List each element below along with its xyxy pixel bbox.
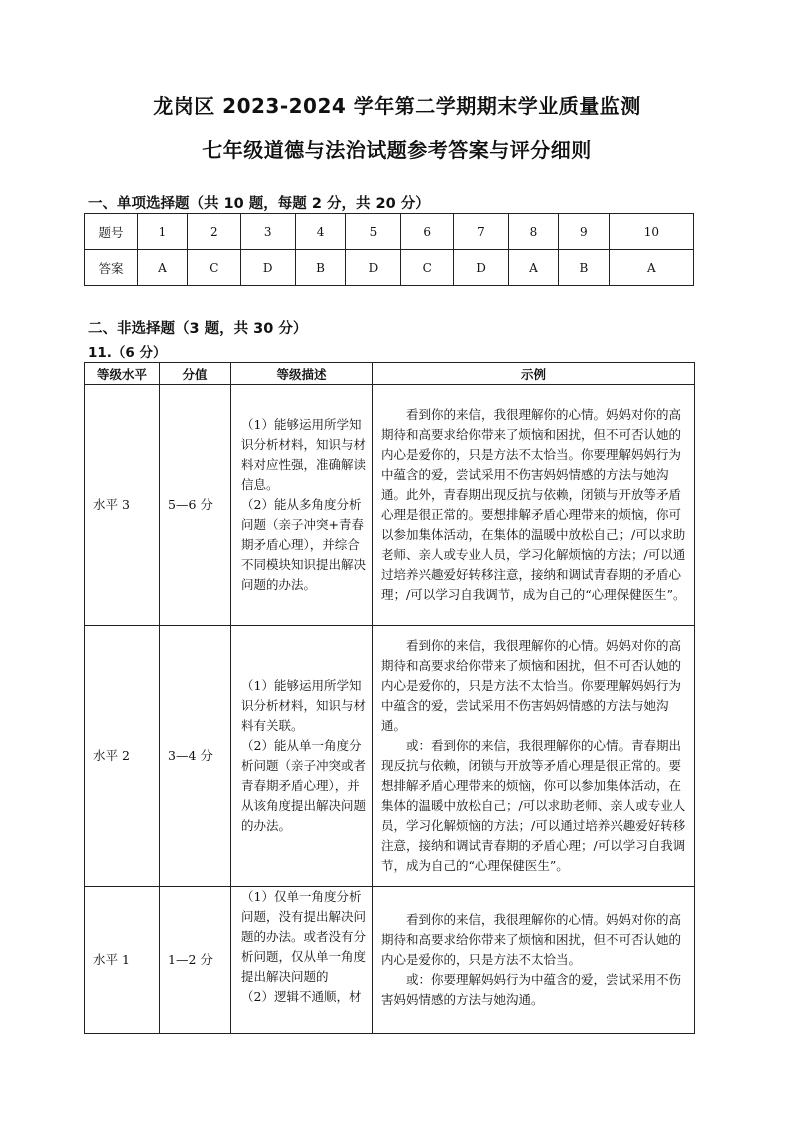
level-cell: 水平 3 bbox=[85, 385, 160, 626]
question-number: 9 bbox=[558, 214, 609, 250]
document-title: 龙岗区 2023-2024 学年第二学期期末学业质量监测 bbox=[153, 94, 641, 118]
grading-rubric-table bbox=[84, 362, 695, 1034]
example-cell bbox=[373, 385, 695, 626]
example-paragraph: 看到你的来信，我很理解你的心情。妈妈对你的高期待和高要求给你带来了烦恼和困扰，但不可否认她的内心是爱你的，只是方法不太恰当。你要理解妈妈行为中蕴含的爱，尝试采用不伤害妈妈情感的方法与她沟通。此外，青春期出现反抗与依赖，闭锁与开放等矛盾心理是很正常的。要想排解矛盾心理带来的烦恼，你可以参加集体活动，在集体的温暖中放松自己；/可以求助老师、亲人或专业人员，学习化解烦恼的方法；/可以通过培养兴趣爱好转移注意，接纳和调试青春期的矛盾心理；/可以学习自我调节，成为自己的“心理保健医生”。 bbox=[381, 407, 686, 602]
section-2-heading: 二、非选择题（3 题，共 30 分） bbox=[88, 321, 308, 337]
description-clip bbox=[241, 887, 368, 1033]
question-number: 7 bbox=[454, 214, 509, 250]
rubric-header-row bbox=[85, 363, 695, 385]
section-1-heading: 一、单项选择题（共 10 题，每题 2 分，共 20 分） bbox=[88, 196, 430, 212]
description-point: （1）能够运用所学知识分析材料，知识与材料对应性强，准确解读信息。 bbox=[241, 417, 367, 492]
example-paragraph: 看到你的来信，我很理解你的心情。妈妈对你的高期待和高要求给你带来了烦恼和困扰，但不可否认她的内心是爱你的，只是方法不太恰当。你要理解妈妈行为中蕴含的爱，尝试采用不伤害妈妈情感的方法与她沟通。 bbox=[381, 638, 682, 733]
column-header-description: 等级描述 bbox=[231, 363, 373, 385]
question-number: 6 bbox=[401, 214, 454, 250]
answer-row bbox=[85, 250, 694, 286]
question-11-label: 11.（6 分） bbox=[88, 345, 167, 361]
row-label-number: 题号 bbox=[85, 214, 138, 250]
description-point: （2）逻辑不通顺，材 bbox=[241, 989, 362, 1004]
question-number: 10 bbox=[609, 214, 693, 250]
example-cell bbox=[373, 887, 695, 1034]
example-paragraph: 或：你要理解妈妈行为中蕴含的爱，尝试采用不伤害妈妈情感的方法与她沟通。 bbox=[381, 972, 682, 1007]
answer-cell: D bbox=[346, 250, 401, 286]
description-cell bbox=[231, 626, 373, 887]
question-number: 4 bbox=[295, 214, 346, 250]
answer-cell: B bbox=[295, 250, 346, 286]
answer-cell: A bbox=[138, 250, 188, 286]
column-header-level: 等级水平 bbox=[85, 363, 160, 385]
question-number: 1 bbox=[138, 214, 188, 250]
score-cell: 3—4 分 bbox=[160, 626, 231, 887]
level-cell: 水平 2 bbox=[85, 626, 160, 887]
rubric-row-level-3 bbox=[85, 385, 695, 626]
answer-cell: D bbox=[454, 250, 509, 286]
answer-cell: B bbox=[558, 250, 609, 286]
column-header-example: 示例 bbox=[373, 363, 695, 385]
example-cell bbox=[373, 626, 695, 887]
answer-cell: A bbox=[609, 250, 693, 286]
question-number: 2 bbox=[188, 214, 241, 250]
description-point: （2）能从多角度分析问题（亲子冲突+青春期矛盾心理），并综合不同模块知识提出解决问题的办法。 bbox=[241, 497, 367, 592]
rubric-row-level-2 bbox=[85, 626, 695, 887]
example-paragraph: 看到你的来信，我很理解你的心情。妈妈对你的高期待和高要求给你带来了烦恼和困扰，但不可否认她的内心是爱你的，只是方法不太恰当。 bbox=[381, 912, 682, 967]
answer-cell: C bbox=[401, 250, 454, 286]
document-subtitle: 七年级道德与法治试题参考答案与评分细则 bbox=[202, 138, 592, 162]
description-point: （2）能从单一角度分析问题（亲子冲突或者青春期矛盾心理），并从该角度提出解决问题的办法。 bbox=[241, 738, 367, 833]
answer-cell: D bbox=[240, 250, 295, 286]
rubric-row-level-1 bbox=[85, 887, 695, 1034]
answer-cell: A bbox=[508, 250, 558, 286]
column-header-score: 分值 bbox=[160, 363, 231, 385]
description-point: （1）能够运用所学知识分析材料，知识与材料有关联。 bbox=[241, 678, 367, 733]
question-number: 3 bbox=[240, 214, 295, 250]
description-cell bbox=[231, 887, 373, 1034]
answer-cell: C bbox=[188, 250, 241, 286]
row-label-answer: 答案 bbox=[85, 250, 138, 286]
example-paragraph: 或：看到你的来信，我很理解你的心情。青春期出现反抗与依赖，闭锁与开放等矛盾心理是很正常的。要想排解矛盾心理带来的烦恼，你可以参加集体活动，在集体的温暖中放松自己；/可以求助老师、亲人或专业人员，学习化解烦恼的方法；/可以通过培养兴趣爱好转移注意，接纳和调试青春期的矛盾心理；/可以学习自我调节，成为自己的“心理保健医生”。 bbox=[381, 738, 686, 873]
description-cell bbox=[231, 385, 373, 626]
level-cell: 水平 1 bbox=[85, 887, 160, 1034]
score-cell: 5—6 分 bbox=[160, 385, 231, 626]
description-point: （1）仅单一角度分析问题，没有提出解决问题的办法。或者没有分析问题，仅从单一角度提出解决问题的 bbox=[241, 889, 367, 984]
question-number: 8 bbox=[508, 214, 558, 250]
question-number: 5 bbox=[346, 214, 401, 250]
score-cell: 1—2 分 bbox=[160, 887, 231, 1034]
answer-key-table bbox=[84, 213, 694, 286]
question-number-row bbox=[85, 214, 694, 250]
